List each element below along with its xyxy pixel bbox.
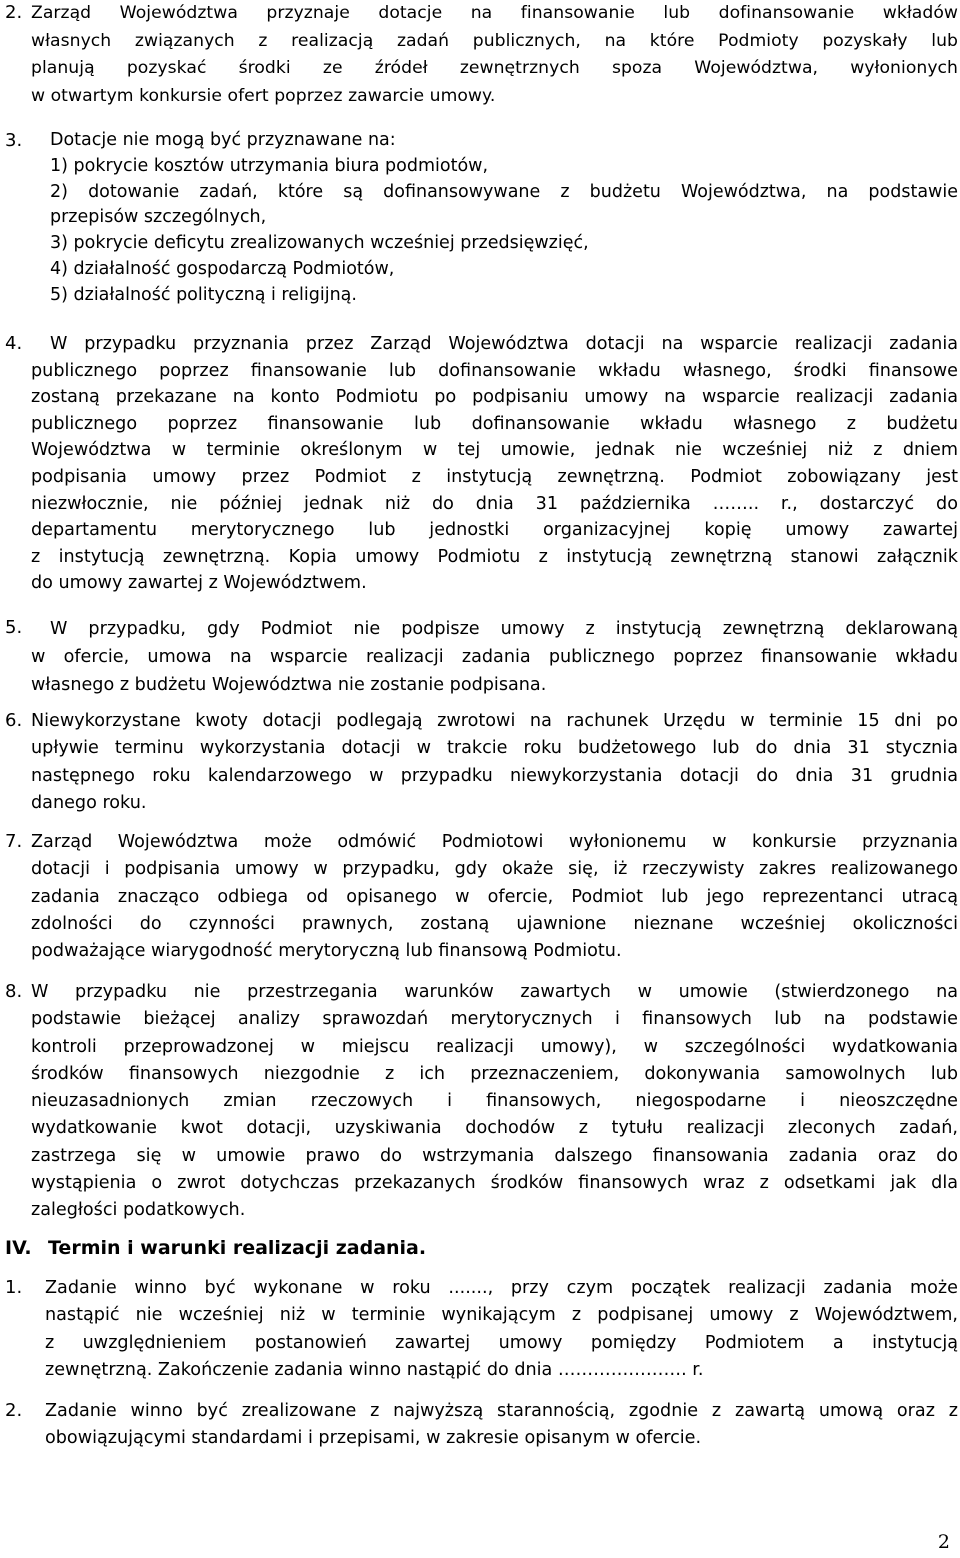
paragraph-number: 2. <box>5 2 23 23</box>
paragraph-5 <box>0 615 958 699</box>
text-line: następnego roku kalendarzowego w przypadku niewykorzystania dotacji do dnia 31 grudnia <box>31 765 958 786</box>
section-title: Termin i warunki realizacji zadania. <box>48 1237 427 1259</box>
section-number: IV. <box>5 1237 32 1259</box>
section-heading <box>5 1234 426 1262</box>
text-line: zostaną przekazane na konto Podmiotu po podpisaniu umowy na wsparcie realizacji zadania <box>31 387 958 408</box>
section-paragraph-1 <box>0 1275 958 1384</box>
paragraph-4 <box>0 331 958 597</box>
text-line: przepisów szczególnych, <box>50 207 267 228</box>
text-line: niezwłocznie, nie później jednak niż do dnia 31 października …….. r., dostarczyć do <box>31 493 958 514</box>
text-line: podważające wiarygodność merytoryczną lub finansową Podmiotu. <box>31 941 622 962</box>
paragraph-2 <box>0 0 958 110</box>
text-line: kontroli przeprowadzonej w miejscu realizacji umowy), w szczególności wydatkowania <box>31 1036 958 1057</box>
text-line: wydatkowanie kwot dotacji, uzyskiwania dochodów z tytułu realizacji zleconych zadań, <box>31 1118 958 1139</box>
paragraph-text <box>31 331 958 597</box>
text-line: publicznego poprzez finansowanie lub dofinansowanie wkładu własnego z budżetu <box>31 413 958 434</box>
paragraph-number: 8. <box>5 981 23 1002</box>
paragraph-text <box>31 0 958 110</box>
text-line: nastąpić nie wcześniej niż w terminie wynikającym z podpisanej umowy z Województwem, <box>45 1305 958 1326</box>
text-line: własnego z budżetu Województwa nie zostanie podpisana. <box>31 675 547 695</box>
text-line: w otwartym konkursie ofert poprzez zawarcie umowy. <box>31 85 496 106</box>
text-line: publicznego poprzez finansowanie lub dofinansowanie wkładu własnego, środki finansowe <box>31 360 958 381</box>
text-line: Zarząd Województwa może odmówić Podmiotowi wyłonionemu w konkursie przyznania <box>31 832 958 852</box>
text-line: W przypadku przyznania przez Zarząd Województwa dotacji na wsparcie realizacji zadania <box>50 334 958 354</box>
paragraph-7 <box>0 829 958 965</box>
text-line: w ofercie, umowa na wsparcie realizacji zadania publicznego poprzez finansowanie wkładu <box>31 647 958 667</box>
text-line: Niewykorzystane kwoty dotacji podlegają zwrotowi na rachunek Urzędu w terminie 15 dni po <box>31 711 958 731</box>
paragraph-number: 2. <box>5 1400 23 1421</box>
text-line: środków finansowych niezgodnie z ich przeznaczeniem, dokonywania samowolnych lub <box>31 1063 958 1084</box>
text-line: dotacji i podpisania umowy w przypadku, gdy okaże się, iż rzeczywisty zakres realizowanego <box>31 859 958 880</box>
text-line: departamentu merytorycznego lub jednostki organizacyjnej kopię umowy zawartej <box>31 520 958 541</box>
text-line: 3) pokrycie deficytu zrealizowanych wcześniej przedsięwzięć, <box>50 233 589 254</box>
paragraph-number: 1. <box>5 1277 23 1298</box>
paragraph-3 <box>0 128 958 309</box>
page-number: 2 <box>937 1531 950 1553</box>
paragraph-text <box>31 615 958 699</box>
text-line: 5) działalność polityczną i religijną. <box>50 284 357 305</box>
text-line: 1) pokrycie kosztów utrzymania biura podmiotów, <box>50 155 489 176</box>
text-line: planują pozyskać środki ze źródeł zewnętrznych spoza Województwa, wyłonionych <box>31 58 958 78</box>
section-paragraph-2 <box>0 1398 958 1453</box>
paragraph-text <box>45 1398 958 1453</box>
paragraph-number: 5. <box>5 617 23 638</box>
text-line: podpisania umowy przez Podmiot z instytucją zewnętrzną. Podmiot zobowiązany jest <box>31 466 958 487</box>
text-line: do umowy zawartej z Województwem. <box>31 573 367 594</box>
text-line: upływie terminu wykorzystania dotacji w trakcie roku budżetowego lub do dnia 31 stycznia <box>31 738 958 759</box>
text-line: wystąpienia o zwrot dotychczas przekazanych środków finansowych wraz z odsetkami jak dla <box>31 1173 958 1194</box>
text-line: danego roku. <box>31 792 147 813</box>
text-line: Województwa w terminie określonym w tej umowie, jednak nie wcześniej niż z dniem <box>31 440 958 461</box>
text-line: Zadanie winno być zrealizowane z najwyższą starannością, zgodnie z zawartą umową oraz z <box>45 1401 958 1421</box>
text-line: własnych związanych z realizacją zadań publicznych, na które Podmioty pozyskały lub <box>31 30 958 51</box>
text-line: 2) dotowanie zadań, które są dofinansowywane z budżetu Województwa, na podstawie <box>50 181 958 202</box>
paragraph-number: 3. <box>5 130 23 151</box>
paragraph-text <box>31 829 958 965</box>
paragraph-number: 4. <box>5 333 23 354</box>
text-line: W przypadku nie przestrzegania warunków zawartych w umowie (stwierdzonego na <box>31 982 958 1002</box>
text-line: zaległości podatkowych. <box>31 1200 246 1221</box>
paragraph-text <box>31 708 958 817</box>
text-line: nieuzasadnionych zmian rzeczowych i finansowych, niegospodarne i nieoszczędne <box>31 1091 958 1112</box>
text-line: zadania znacząco odbiega od opisanego w ofercie, Podmiot lub jego reprezentanci utracą <box>31 886 958 907</box>
text-line: 4) działalność gospodarczą Podmiotów, <box>50 258 395 279</box>
text-line: podstawie bieżącej analizy sprawozdań merytorycznych i finansowych lub na podstawie <box>31 1009 958 1030</box>
text-line: zastrzega się w umowie prawo do wstrzymania dalszego finansowania zadania oraz do <box>31 1145 958 1166</box>
text-line: zewnętrzną. Zakończenie zadania winno nastąpić do dnia …………………. r. <box>45 1359 704 1380</box>
text-line: obowiązującymi standardami i przepisami, w zakresie opisanym w ofercie. <box>45 1428 702 1449</box>
text-line: Zadanie winno być wykonane w roku ......., przy czym początek realizacji zadania może <box>45 1278 958 1298</box>
paragraph-8 <box>0 979 958 1225</box>
paragraph-number: 7. <box>5 831 23 852</box>
text-line: Dotacje nie mogą być przyznawane na: <box>50 130 396 150</box>
paragraph-6 <box>0 708 958 817</box>
text-line: W przypadku, gdy Podmiot nie podpisze umowy z instytucją zewnętrzną deklarowaną <box>50 619 958 639</box>
paragraph-text <box>50 128 958 309</box>
paragraph-text <box>45 1275 958 1384</box>
text-line: z uwzględnieniem postanowień zawartej umowy pomiędzy Podmiotem a instytucją <box>45 1332 958 1353</box>
text-line: zdolności do czynności prawnych, zostaną ujawnione nieznane wcześniej okoliczności <box>31 913 958 934</box>
text-line: Zarząd Województwa przyznaje dotacje na finansowanie lub dofinansowanie wkładów <box>31 3 958 23</box>
paragraph-number: 6. <box>5 710 23 731</box>
text-line: z instytucją zewnętrzną. Kopia umowy Podmiotu z instytucją zewnętrzną stanowi załącznik <box>31 546 958 567</box>
paragraph-text <box>31 979 958 1225</box>
